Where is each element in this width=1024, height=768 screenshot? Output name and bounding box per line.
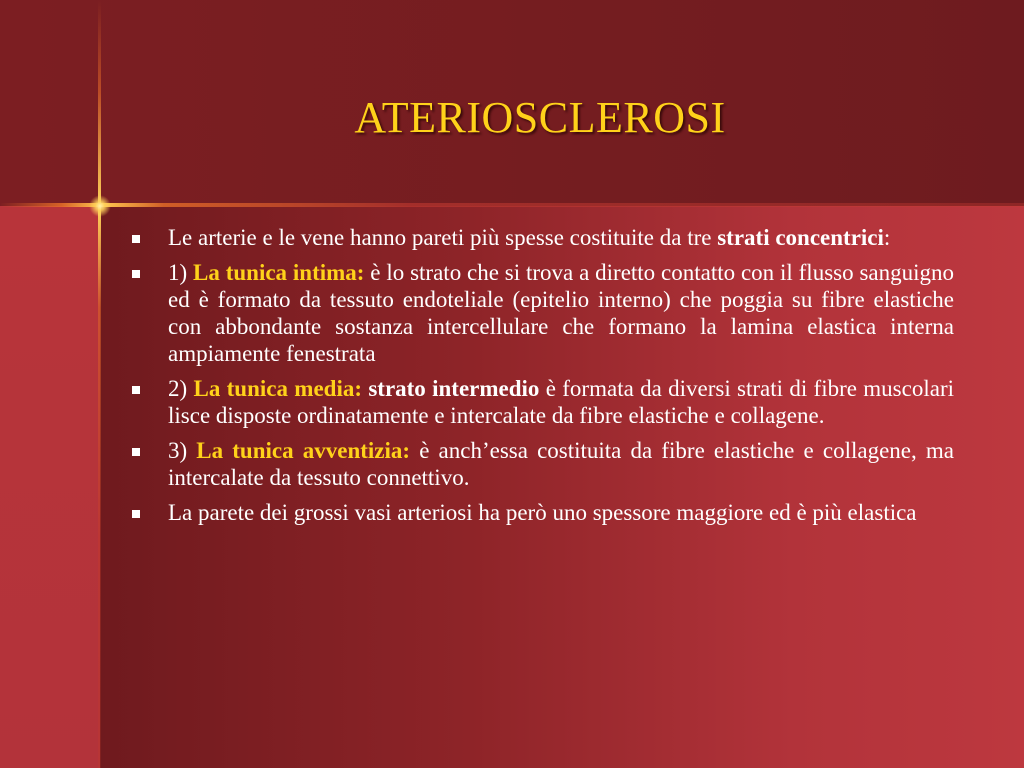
vertical-accent-line <box>98 0 101 768</box>
slide-title: ATERIOSCLEROSI <box>354 93 726 142</box>
bullet-item-tunica-media: 2) La tunica media: strato intermedio è formata da diversi strati di fibre muscolari lisce disposte ordinatamente e intercalate da fibre elastiche e collagene. <box>130 375 954 429</box>
square-bullet-icon <box>132 386 140 394</box>
horizontal-accent-line <box>0 203 1024 207</box>
square-bullet-icon <box>132 270 140 278</box>
bullet-item-tunica-avventizia: 3) La tunica avventizia: è anch’essa costituita da fibre elastiche e collagene, ma intercalate da tessuto connettivo. <box>130 437 954 491</box>
square-bullet-icon <box>132 448 140 456</box>
bullet-item-intro: Le arterie e le vene hanno pareti più spesse costituite da tre strati concentrici: <box>130 224 954 251</box>
left-band <box>0 206 100 768</box>
sparkle-icon <box>89 195 111 217</box>
bullet-list <box>130 224 954 534</box>
square-bullet-icon <box>132 510 140 518</box>
bullet-item-parete-vasi: La parete dei grossi vasi arteriosi ha però uno spessore maggiore ed è più elastica <box>130 499 954 526</box>
bullet-item-tunica-intima: 1) La tunica intima: è lo strato che si trova a diretto contatto con il flusso sanguigno ed è formato da tessuto endoteliale (epitelio interno) che poggia su fibre elastiche con abbondante sostanza intercellulare che formano la lamina elastica interna ampiamente fenestrata <box>130 259 954 367</box>
square-bullet-icon <box>132 235 140 243</box>
